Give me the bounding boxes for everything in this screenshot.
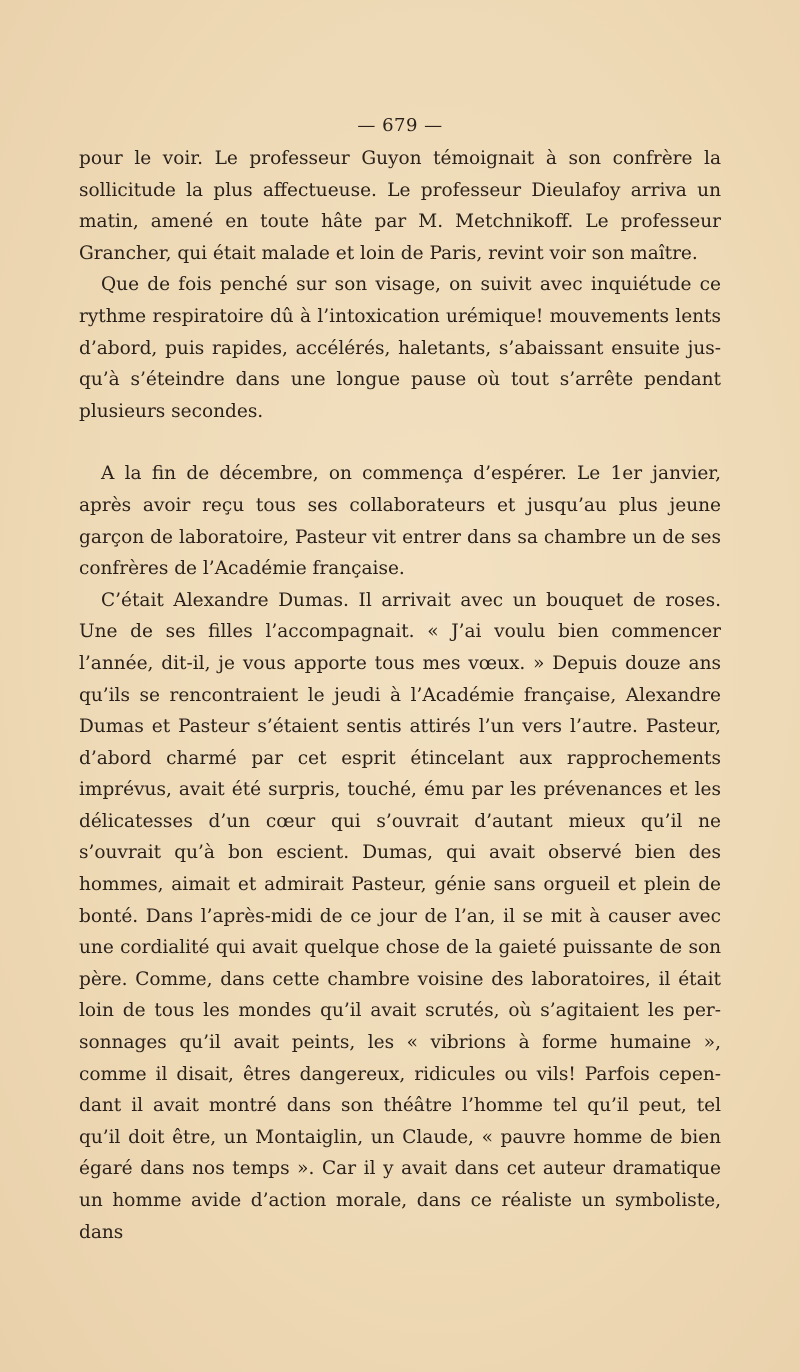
page-number: — 679 —	[357, 115, 443, 136]
section-gap	[79, 427, 721, 458]
paragraph-2: Que de fois penché sur son visage, on suivit avec inquiétude ce rythme respiratoire dû à l’intoxication urémique! mouvements lents d’abord, puis rapides, accélérés, haletants, s’abaissant ensuite jus-qu’à s’éteindre dans une longue pause où tout s’arrête pendant plusieurs secondes.	[79, 274, 721, 422]
paragraph-4: C’était Alexandre Dumas. Il arrivait avec un bouquet de roses. Une de ses filles l’accompagnait. « J’ai voulu bien commencer l’année, dit-il, je vous apporte tous mes vœux. » Depuis douze ans qu’ils se rencontraient le jeudi à l’Académie française, Alexandre Dumas et Pasteur s’étaient sentis attirés l’un vers l’autre. Pasteur, d’abord charmé par cet esprit étincelant aux rapprochements imprévus, avait été surpris, touché, ému par les prévenances et les délicatesses d’un cœur qui s’ouvrait d’autant mieux qu’il ne s’ouvrait qu’à bon escient. Dumas, qui avait observé bien des hommes, aimait et admirait Pasteur, génie sans orgueil et plein de bonté. Dans l’après-midi de ce jour de l’an, il se mit à causer avec une cordialité qui avait quelque chose de la gaieté puissante de son père. Comme, dans cette chambre voisine des laboratoires, il était loin de tous les mondes qu’il avait scrutés, où s’agitaient les per-sonnages qu’il avait peints, les « vibrions à forme humaine », comme il disait, êtres dangereux, ridicules ou vils! Parfois cepen-dant il avait montré dans son théâtre l’homme tel qu’il peut, tel qu’il doit être, un Montaiglin, un Claude, « pauvre homme de bien égaré dans nos temps ». Car il y avait dans cet auteur dramatique un homme avide d’action morale, dans ce réaliste un symboliste, dans	[79, 589, 721, 1243]
paragraph-1: pour le voir. Le professeur Guyon témoignait à son confrère la sollicitude la plus affectueuse. Le professeur Dieulafoy arriva un matin, amené en toute hâte par M. Metchnikoff. Le professeur Grancher, qui était malade et loin de Paris, revint voir son maître.	[79, 148, 721, 264]
paragraph-3: A la fin de décembre, on commença d’espérer. Le 1er janvier, après avoir reçu tous ses collaborateurs et jusqu’au plus jeune garçon de laboratoire, Pasteur vit entrer dans sa chambre un de ses confrères de l’Académie française.	[79, 463, 721, 580]
body-text	[79, 143, 721, 1248]
